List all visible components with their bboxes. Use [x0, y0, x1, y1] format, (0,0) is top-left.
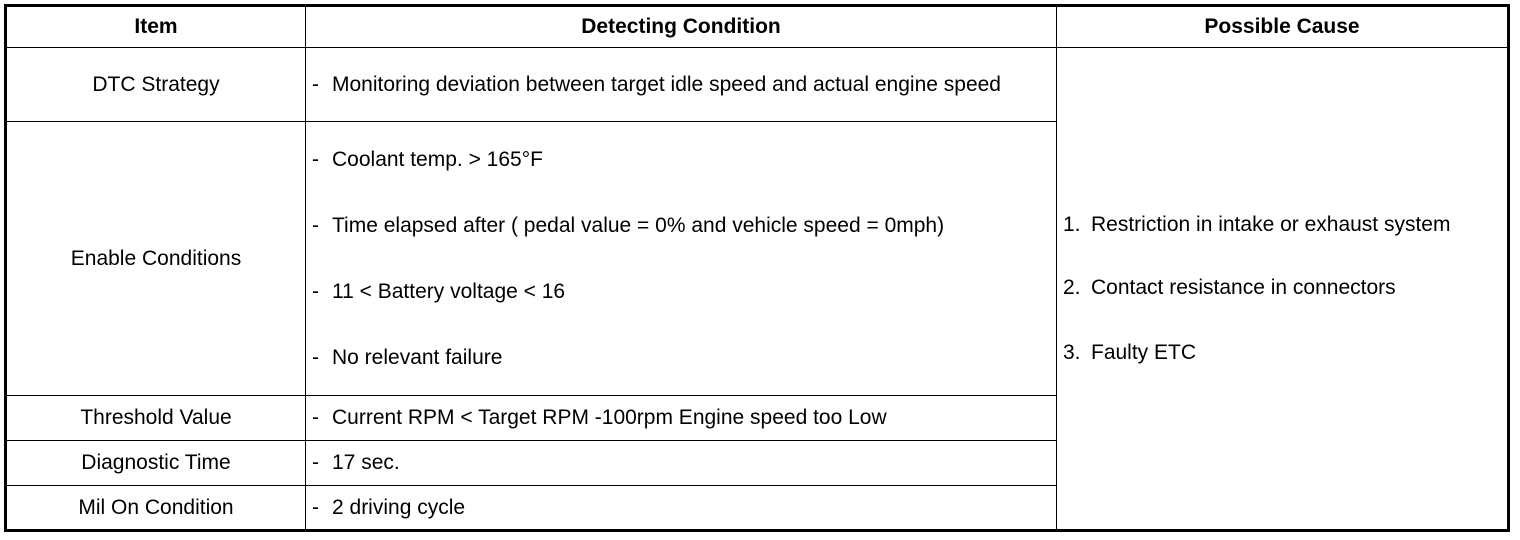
- condition-dash: -: [312, 451, 319, 474]
- condition-text: 2 driving cycle: [332, 495, 466, 519]
- possible-cause-cell: [1057, 48, 1508, 530]
- condition-text: No relevant failure: [332, 345, 503, 369]
- cause-number: 2.: [1063, 276, 1081, 299]
- header-detecting-condition: Detecting Condition: [306, 7, 1057, 48]
- condition-dash: -: [312, 495, 319, 519]
- condition-diagnostic-time: [306, 441, 1057, 486]
- condition-dash: -: [312, 72, 319, 96]
- cause-item: [1063, 210, 1501, 239]
- cause-number: 1.: [1063, 213, 1081, 236]
- condition-dash: -: [312, 213, 319, 237]
- item-enable-conditions: Enable Conditions: [7, 122, 306, 396]
- header-item: Item: [7, 7, 306, 48]
- condition-dash: -: [312, 345, 319, 369]
- condition-text: Coolant temp. > 165°F: [332, 147, 543, 171]
- condition-dash: -: [312, 147, 319, 171]
- condition-dash: -: [312, 406, 319, 429]
- condition-text: Time elapsed after ( pedal value = 0% and vehicle speed = 0mph): [332, 213, 945, 237]
- condition-text: Current RPM < Target RPM -100rpm Engine speed too Low: [332, 406, 887, 429]
- condition-mil-on-condition: [306, 486, 1057, 530]
- cause-item: [1063, 273, 1501, 302]
- condition-text: 11 < Battery voltage < 16: [332, 279, 566, 303]
- cause-text: Faulty ETC: [1091, 341, 1197, 364]
- condition-text: 17 sec.: [332, 451, 400, 474]
- item-threshold-value: Threshold Value: [7, 396, 306, 441]
- cause-number: 3.: [1063, 341, 1081, 364]
- cause-text: Contact resistance in connectors: [1091, 276, 1396, 299]
- condition-threshold-value: [306, 396, 1057, 441]
- item-diagnostic-time: Diagnostic Time: [7, 441, 306, 486]
- header-row: [7, 7, 1508, 48]
- condition-dash: -: [312, 279, 319, 303]
- diagnostic-table: [6, 6, 1508, 530]
- condition-enable-conditions: [306, 122, 1057, 396]
- cause-item: [1063, 338, 1501, 367]
- condition-dtc-strategy: [306, 48, 1057, 122]
- condition-text: Monitoring deviation between target idle speed and actual engine speed: [332, 72, 1001, 96]
- header-possible-cause: Possible Cause: [1057, 7, 1508, 48]
- cause-text: Restriction in intake or exhaust system: [1091, 213, 1451, 236]
- table-row-dtc-strategy: [7, 48, 1508, 122]
- item-mil-on-condition: Mil On Condition: [7, 486, 306, 530]
- item-dtc-strategy: DTC Strategy: [7, 48, 306, 122]
